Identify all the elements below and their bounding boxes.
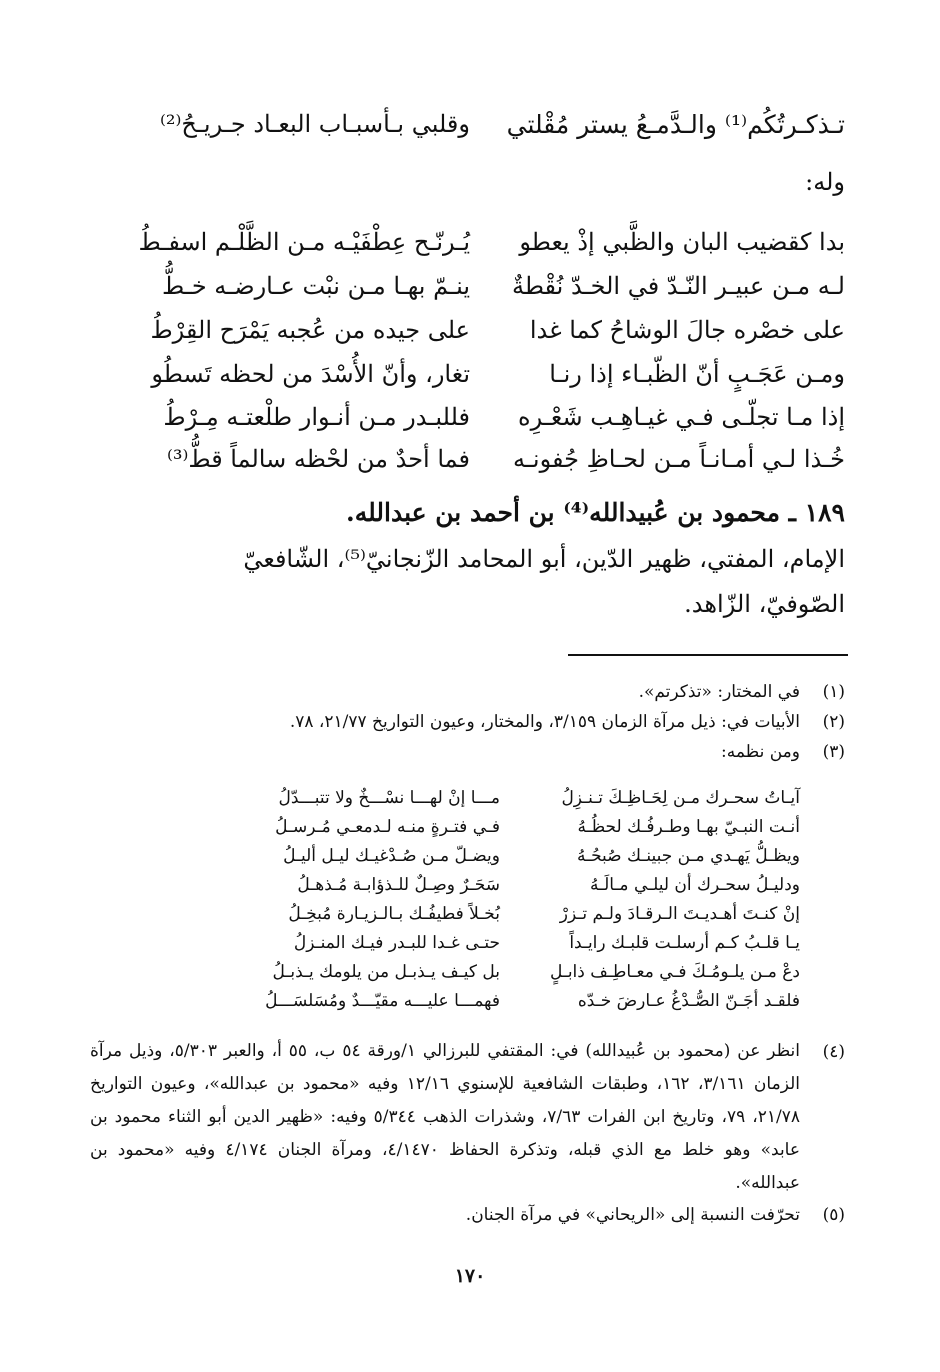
opening-couplet <box>0 110 940 156</box>
verse-right: إذا مـا تجلّـى فـي غيـاهِـب شَعْـرِه <box>518 403 845 431</box>
footnote-verse-left: مـــا إنْ لهـــا نسْـــخٌ ولا تتبـــدّلُ <box>278 788 500 808</box>
entry-heading: ١٨٩ ـ محمود بن عُبيدالله⁽⁴⁾ بن أحمد بن عبدالله. <box>346 498 845 527</box>
poem-verse <box>0 445 940 491</box>
poem-verse <box>0 228 940 274</box>
verse-right: خُـذا لـي أمـانـاً مـن لحـاظِ جُفونـه <box>513 445 845 473</box>
footnote-verse-right: ودليـلُ سحـرك أن ليلـي مـالَـهُ <box>590 875 800 895</box>
footnote-number: (٤) <box>822 1042 845 1062</box>
footnote-text: ومن نظمه: <box>720 742 800 762</box>
verse-left: فللبـدر مـن أنـوار طلْعتـه مِـرْطُ <box>163 403 470 431</box>
verse-left: يُـرنّـح عِطْفَيْـه مـن الظَّلْـم اسفـطُ <box>138 228 470 256</box>
footnote-verse-right: إنْ كنـتَ أهـديـتَ الـرقـادَ ولـم تـزرْ <box>559 904 800 924</box>
footnote-text: تحرّفت النسبة إلى «الريحاني» في مرآة الجنان. <box>465 1205 800 1225</box>
footnote-text: في المختار: «تذكرتم». <box>638 682 800 702</box>
footnote-verse-left: فـي فتـرةٍ منـه لـدمعـي مُـرسـلُ <box>275 817 500 837</box>
page-number: ١٧٠ <box>454 1265 486 1287</box>
verse-left: على جيده من عُجبه يَمْرَح القِرْطُ <box>150 316 470 344</box>
poem-verse <box>0 272 940 318</box>
verse-left: فما أحدٌ من لحْظه سالماً قطُّ⁽³⁾ <box>167 445 470 473</box>
verse-right: بدا كقضيب البان والظَّبي إذْ يعطو <box>519 228 845 256</box>
footnote-verse-left: ويضـلّ مـن صُـدْغيـك ليـل أليـلُ <box>283 846 500 866</box>
footnote-text: الأبيات في: ذيل مرآة الزمان ٣/١٥٩، والمختار، وعيون التواريخ ٢١/٧٧، ٧٨. <box>289 712 800 732</box>
footnote-text: انظر عن (محمود بن عُبيدالله) في: المقتفي للبرزالي ١/ورقة ٥٤ ب، ٥٥ أ، والعبر ٥/٣٠٣، وذيل مرآة الزمان ٣/١٦١، ١٦٢، وطبقات الشافعية للإسنوي ١٢/١٦ وفيه «محمود بن عبدالله»، وعيون التواريخ ٢١/٧٨، ٧٩، وتاريخ ابن الفرات ٧/٦٣، وشذرات الذهب ٥/٣٤٤ وفيه: «ظهير الدين أبو الثناء محمود بن عابد» وهو خلط مع الذي قبله، وتذكرة الحفاظ ٤/١٤٧٠، ومرآة الجنان ٤/١٧٤ وفيه «محمود بن عبدالله». <box>90 1041 801 1193</box>
footnote-verse-left: حتـى غـدا للبـدر فيـك المنـزلُ <box>293 933 500 953</box>
verse-right: لـه مـن عبيـر النّـدّ في الخـدّ نُقْطةٌ <box>511 272 845 300</box>
footnote-verse-right: دعْ مـن يلـومُـكَ فـي معـاطِـف ذابـلٍ <box>549 962 800 982</box>
footnote-number: (٣) <box>822 742 845 762</box>
footnote-verse-right: أنـت النبـيّ بهـا وطـرفُـك لحظُـهُ <box>577 817 800 837</box>
footnote-verse-left: سَحَـرٌ وصِـلٌ للـذؤابـة مُـذهـلُ <box>297 875 500 895</box>
entry-line: الصّوفيّ، الزّاهد. <box>684 590 845 618</box>
footnote-number: (١) <box>822 682 845 702</box>
entry-line: الإمام، المفتي، ظهير الدّين، أبو المحامد الزّنجانيّ⁽⁵⁾، الشّافعيّ <box>243 545 845 573</box>
footnote-verse-right: آيـاتُ سحـرك مـن لِحَـاظِـكَ تـنـزِلُ <box>561 788 800 808</box>
footnote-verse-right: ويظـلُّ يَهـدي مـن جبينـك صُبحُـهُ <box>576 846 800 866</box>
verse-left: ينـمّ بهـا مـن نبْت عـارضـه خـطُّ <box>162 272 470 300</box>
verse-right: ومـن عَجَـبٍ أنّ الظّبـاء إذا رنـا <box>549 360 845 388</box>
footnote-number: (٢) <box>822 712 845 732</box>
opening-hemistich-right: تـذكـرتُكُم⁽¹⁾ والـدَّمـعُ يستر مُقْلتي <box>506 110 845 139</box>
footnote-verse-right: يـا قلـبُ كـم أرسلـت قلبـك رايـداً <box>569 933 800 953</box>
poem-verse <box>0 403 940 449</box>
footnote-verse-left: بل كيـف يـذبـل من يلومك يـذبـلُ <box>272 962 500 982</box>
verse-left: تغار، وأنّ الأُسْدَ من لحظه تَسطُو <box>151 360 470 388</box>
footnote-verse-right: فلقـد أجَـنّ الصُّـدْغُ عـارضَ خـدّه <box>577 991 800 1011</box>
opening-hemistich-left: وقلبي بـأسبـاب البعـاد جـريـحُ⁽²⁾ <box>159 110 470 138</box>
poem-verse <box>0 316 940 362</box>
footnote-divider <box>568 654 848 656</box>
poem-verse <box>0 360 940 406</box>
footnote-verse-left: فهمـــا عليـــه مقيّـــدٌ ومُسَلسَـــلُ <box>265 991 500 1011</box>
verse-right: على خصْره جالَ الوشاحُ كما غدا <box>529 316 845 344</box>
footnote-number: (٥) <box>822 1205 845 1225</box>
footnote-verse-left: بُخـلاً فطيفُـك بـالـزيـارة مُبخِـلُ <box>288 904 500 924</box>
poem-intro: وله: <box>805 168 845 196</box>
